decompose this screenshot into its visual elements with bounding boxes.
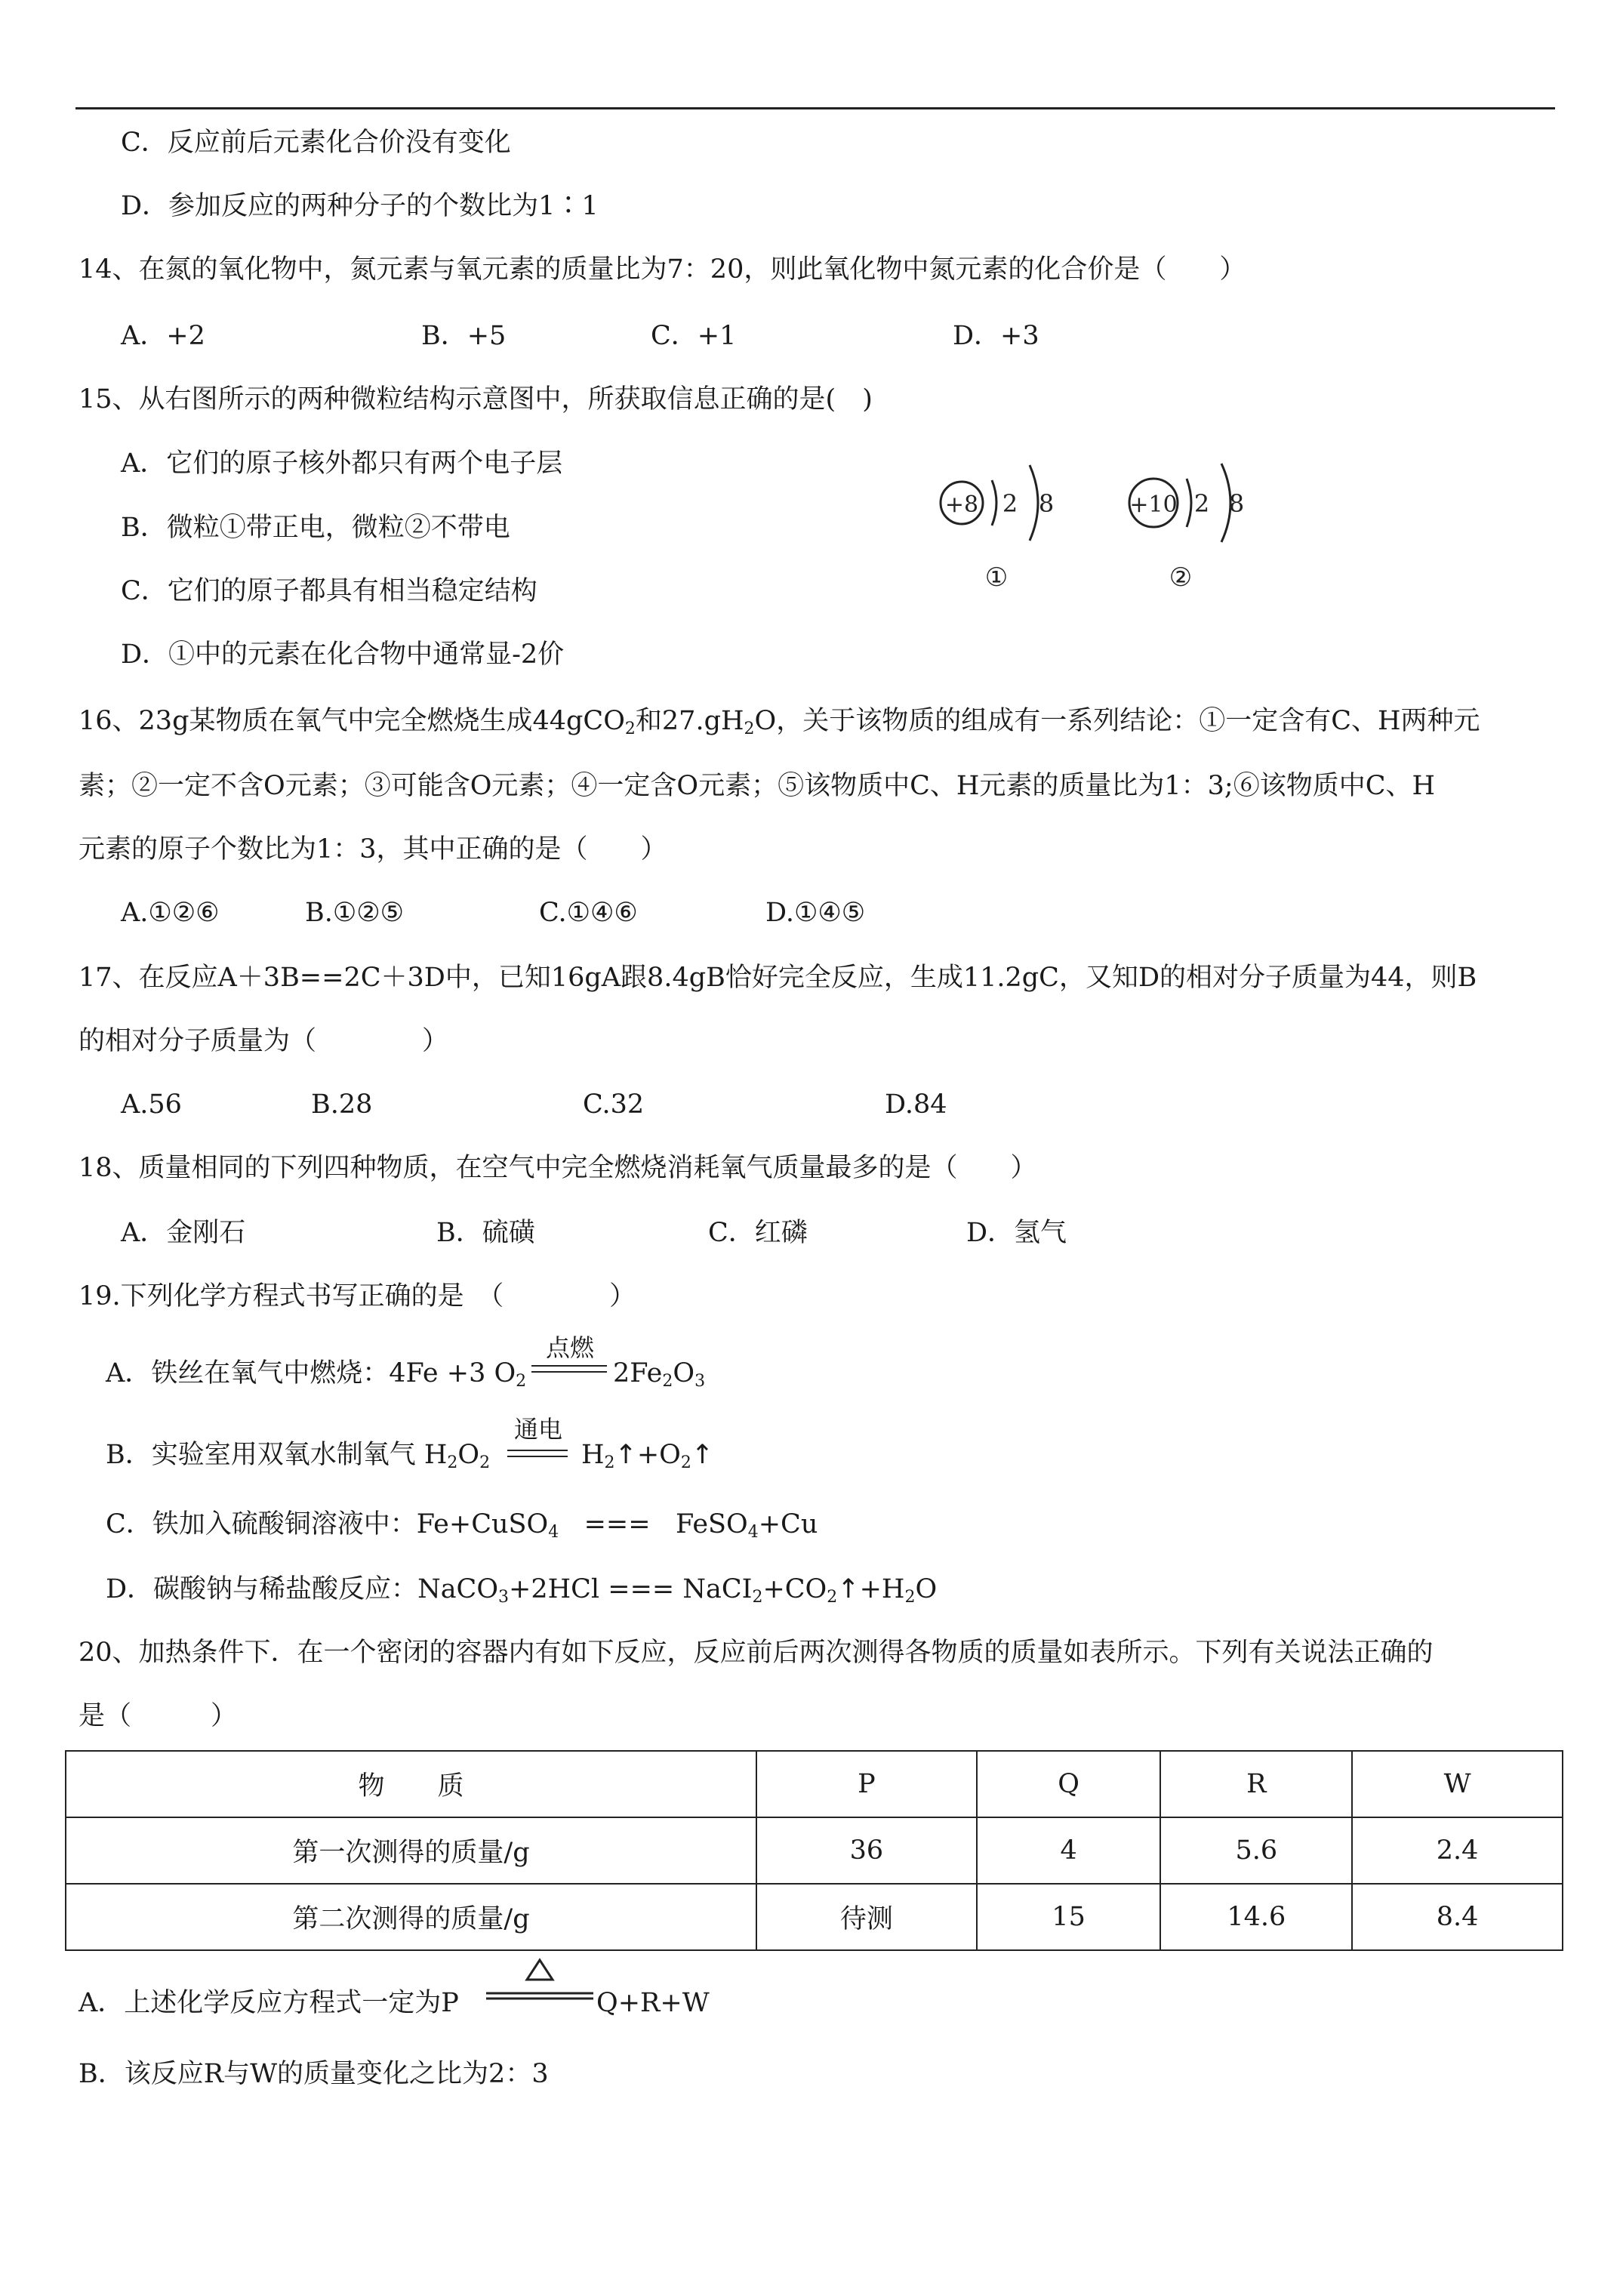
table-header-cell: W [1352,1751,1563,1817]
table-cell: 2.4 [1352,1817,1563,1884]
q17-option-c: C.32 [583,1089,645,1120]
q14-option-b: B．+5 [421,321,507,351]
table-header-cell: P [756,1751,977,1817]
header-rule [75,107,1555,109]
q20-option-b: B．该反应R与W的质量变化之比为2：3 [79,2059,549,2089]
heat-triangle-icon [483,1957,596,2010]
atom-2-nucleus: +10 [1129,492,1178,518]
atom-1-shell-2: 8 [1038,489,1055,518]
q18-option-c: C．红磷 [708,1218,808,1248]
q19b-product: $H_2↑+O_2↑$ [581,1440,714,1472]
atom-2-shell-1: 2 [1193,489,1210,518]
q16-stem-line-3: 元素的原子个数比为1：3，其中正确的是（ ） [79,834,667,864]
q20a-products: Q+R+W [596,1988,710,2018]
atom-1-shell-1: 2 [1002,489,1018,518]
q18-option-a: A．金刚石 [121,1218,246,1248]
q17-stem-line-1: 17、在反应A＋3B==2C＋3D中，已知16gA跟8.4gB恰好完全反应，生成11.2gC，又知D的相对分子质量为44，则B [79,963,1477,993]
q20-stem-line-1: 20、加热条件下．在一个密闭的容器内有如下反应，反应前后两次测得各物质的质量如表所示。下列有关说法正确的 [79,1638,1434,1668]
q17-option-b: B.28 [311,1089,373,1120]
q15-option-c: C．它们的原子都具有相当稳定结构 [121,576,537,606]
table-cell: 15 [977,1884,1161,1950]
q13-option-c: C．反应前后元素化合价没有变化 [121,128,511,158]
table-header-row [66,1751,1563,1817]
table-row [66,1884,1563,1950]
q18-option-b: B．硫磺 [436,1218,535,1248]
q19a-condition: 点燃 [545,1333,594,1362]
atom-structure-diagram [936,445,1268,612]
atom-1 [941,465,1054,593]
q19-option-c: C．铁加入硫酸铜溶液中：Fe+CuSO$_4$ === FeSO$_4$+Cu [106,1509,818,1542]
q13-option-d: D．参加反应的两种分子的个数比为1∶1 [121,191,599,221]
q19b-condition: 通电 [513,1415,562,1444]
table-cell: 第一次测得的质量/g [66,1817,756,1884]
q19b-equals-sign [507,1450,568,1457]
atom-2 [1129,464,1244,593]
q18-option-d: D．氢气 [966,1218,1067,1248]
table-row [66,1817,1563,1884]
q16-stem-line-1: 16、23g某物质在氧气中完全燃烧生成44gCO$_2$和$27.gH_2O$，关于该物质的组成有一系列结论：①一定含有C、H两种元 [79,706,1480,738]
q19a-equals-sign [531,1365,607,1373]
table-cell: 4 [977,1817,1161,1884]
q19-stem: 19.下列化学方程式书写正确的是 （ ） [79,1281,636,1311]
q16-option-c: C.①④⑥ [539,898,638,928]
q20-option-a: A．上述化学反应方程式一定为P [79,1988,459,2018]
table-header-cell: R [1160,1751,1352,1817]
q15-stem: 15、从右图所示的两种微粒结构示意图中，所获取信息正确的是( ) [79,384,873,415]
table-cell: 第二次测得的质量/g [66,1884,756,1950]
atom-1-label: ① [984,562,1009,593]
q20-stem-line-2: 是（ ） [79,1701,238,1731]
q16-stem-line-2: 素；②一定不含O元素；③可能含O元素；④一定含O元素；⑤该物质中C、H元素的质量比为1：3;⑥该物质中C、H [79,771,1436,801]
q14-option-a: A．+2 [121,321,205,351]
atom-2-label: ② [1169,562,1193,593]
atom-1-nucleus: +8 [944,492,979,518]
atom-2-shell-2: 8 [1228,489,1245,518]
q17-stem-line-2: 的相对分子质量为（ ） [79,1026,449,1056]
q14-stem: 14、在氮的氧化物中，氮元素与氧元素的质量比为7：20，则此氧化物中氮元素的化合价是（ ） [79,254,1246,285]
table-cell: 14.6 [1160,1884,1352,1950]
q19a-product: $2Fe_2O_3$ [613,1358,706,1391]
q18-stem: 18、质量相同的下列四种物质，在空气中完全燃烧消耗氧气质量最多的是（ ） [79,1153,1037,1183]
table-header-cell: 物 质 [66,1751,756,1817]
q17-option-d: D.84 [885,1089,947,1120]
table-cell: 36 [756,1817,977,1884]
q15-option-d: D．①中的元素在化合物中通常显-2价 [121,639,565,670]
table-cell: 8.4 [1352,1884,1563,1950]
q17-option-a: A.56 [121,1089,182,1120]
table-cell: 待测 [756,1884,977,1950]
q15-option-b: B．微粒①带正电，微粒②不带电 [121,513,510,543]
mass-table [65,1750,1563,1951]
table-cell: 5.6 [1160,1817,1352,1884]
q16-option-d: D.①④⑤ [765,898,866,928]
q19-option-a: A．铁丝在氧气中燃烧：4Fe +3 $O_2$ [106,1358,527,1391]
q16-option-b: B.①②⑤ [305,898,404,928]
q14-option-d: D．+3 [953,321,1039,351]
q14-option-c: C．+1 [651,321,737,351]
q15-option-a: A．它们的原子核外都只有两个电子层 [121,448,563,479]
q19-option-d: D．碳酸钠与稀盐酸反应：NaCO$_3$+2HCl === $NaCI_2+CO_2↑+H_2O$ [106,1574,938,1607]
table-header-cell: Q [977,1751,1161,1817]
q19-option-b: B．实验室用双氧水制氧气 $H_2O_2$ [106,1440,491,1472]
q16-option-a: A.①②⑥ [121,898,220,928]
